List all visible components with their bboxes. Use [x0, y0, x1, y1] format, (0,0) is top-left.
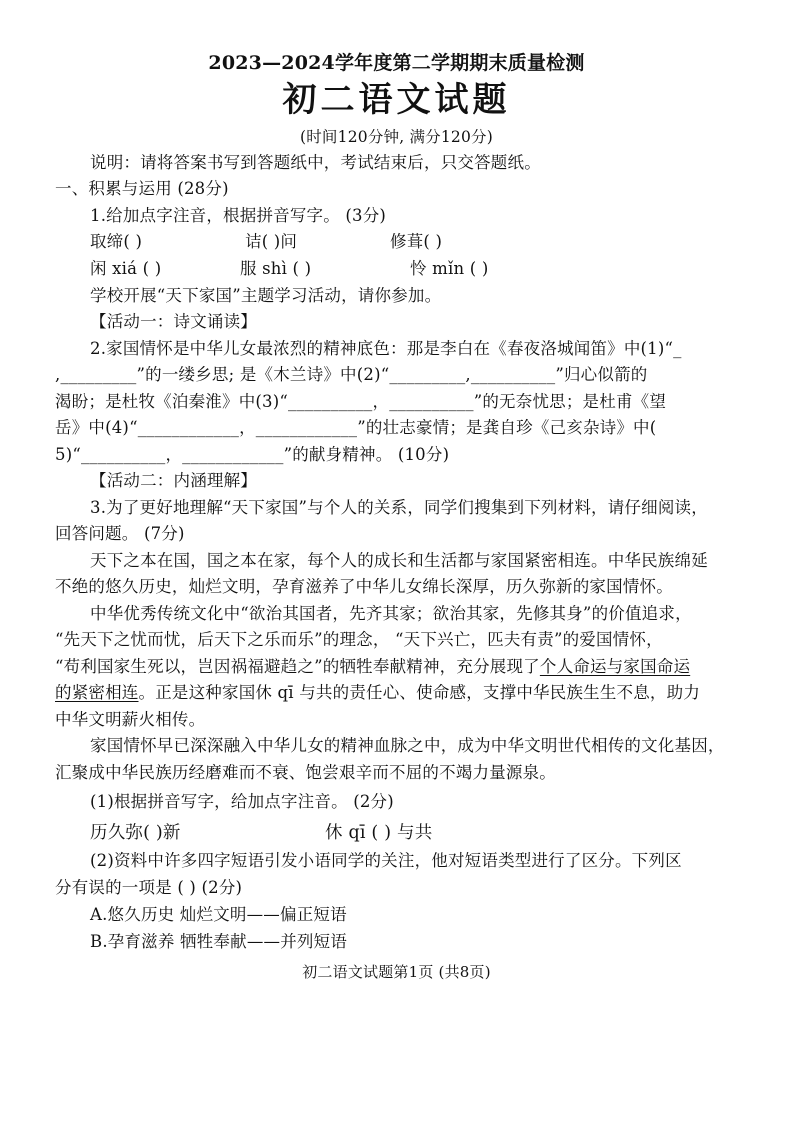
- time-info: (时间120分钟, 满分120分): [299, 128, 494, 146]
- passage-text: “苟利国家生死以，岂因祸福避趋之”的牺牲奉献精神，充分展现了: [55, 657, 540, 676]
- underlined-phrase: 个人命运与家国命运: [539, 657, 691, 676]
- q2-line: 渴盼；是杜牧《泊秦淮》中(3)“__________，__________”的无奈忧思；是杜甫《望: [55, 392, 667, 411]
- underlined-phrase: 的紧密相连: [55, 683, 139, 702]
- sub1-item: 休 qī ( ) 与共: [325, 823, 433, 843]
- page-footer: 初二语文试题第1页 (共8页): [302, 963, 491, 981]
- passage-text: 。正是这种家国休 qī 与共的责任心、使命感，支撑中华民族生生不息，助力: [138, 683, 701, 702]
- q1-item: 取缔( ): [90, 232, 143, 251]
- q1-item: 怜 mǐn ( ): [410, 259, 489, 278]
- q2-line: 5)“__________，____________”的献身精神。 (10分): [55, 445, 450, 464]
- subquestion-2-stem: (2)资料中许多四字短语引发小语同学的关注，他对短语类型进行了区分。下列区: [90, 851, 682, 870]
- passage-line: “先天下之忧而忧，后天下之乐而乐”的理念， “天下兴亡，匹夫有责”的爱国情怀，: [55, 630, 663, 649]
- passage-line: 中华文明薪火相传。: [55, 710, 206, 729]
- subquestion-1-stem: (1)根据拼音写字，给加点字注音。 (2分): [90, 792, 394, 811]
- q1-row-1: [90, 229, 765, 255]
- passage-line: [55, 680, 765, 706]
- subquestion-2-stem: 分有误的一项是 ( ) (2分): [55, 878, 243, 897]
- passage-line: 汇聚成中华民族历经磨难而不衰、饱尝艰辛而不屈的不竭力量源泉。: [55, 763, 556, 782]
- q1-item: 修葺( ): [390, 232, 443, 251]
- passage-line: [55, 654, 765, 680]
- q1-row-2: [90, 256, 765, 282]
- subquestion-1-items: [90, 820, 765, 846]
- option-b: B.孕育滋养 牺牲奉献——并列短语: [90, 932, 348, 951]
- q3-stem: 3.为了更好地理解“天下家国”与个人的关系，同学们搜集到下列材料，请仔细阅读，: [90, 498, 708, 517]
- q3-stem: 回答问题。 (7分): [55, 524, 185, 543]
- instructions: 说明：请将答案书写到答题纸中，考试结束后，只交答题纸。: [90, 153, 541, 172]
- passage-line: 家国情怀早已深深融入中华儿女的精神血脉之中，成为中华文明世代相传的文化基因，: [90, 736, 725, 755]
- activity-intro: 学校开展“天下家国”主题学习活动，请你参加。: [90, 286, 442, 305]
- option-a: A.悠久历史 灿烂文明——偏正短语: [90, 905, 347, 924]
- q1-item: 服 shì ( ): [240, 259, 312, 278]
- exam-period-heading: 2023—2024学年度第二学期期末质量检测: [208, 52, 585, 74]
- passage-line: 天下之本在国，国之本在家，每个人的成长和生活都与家国紧密相连。中华民族绵延: [90, 551, 708, 570]
- activity-1-label: 【活动一：诗文诵读】: [90, 312, 257, 331]
- section-heading: 一、积累与运用 (28分): [55, 179, 229, 198]
- page-title: 初二语文试题: [282, 80, 511, 120]
- q1-stem: 1.给加点字注音，根据拼音写字。 (3分): [90, 206, 387, 225]
- sub1-item: 历久弥( )新: [90, 823, 181, 843]
- passage-line: 不绝的悠久历史，灿烂文明，孕育滋养了中华儿女绵长深厚，历久弥新的家国情怀。: [55, 577, 673, 596]
- q2-line: 岳》中(4)“____________，____________”的壮志豪情；是龚自珍《己亥杂诗》中(: [55, 418, 657, 437]
- passage-line: 中华优秀传统文化中“欲治其国者，先齐其家；欲治其家，先修其身”的价值追求，: [90, 604, 692, 623]
- q2-line: ,_________”的一缕乡思; 是《木兰诗》中(2)“_________,__________”归心似箭的: [55, 365, 648, 384]
- q1-item: 诘( )问: [245, 232, 298, 251]
- q1-item: 闲 xiá ( ): [90, 259, 162, 278]
- q2-line: 2.家国情怀是中华儿女最浓烈的精神底色：那是李白在《春夜洛城闻笛》中(1)“_: [90, 339, 682, 358]
- activity-2-label: 【活动二：内涵理解】: [90, 471, 257, 490]
